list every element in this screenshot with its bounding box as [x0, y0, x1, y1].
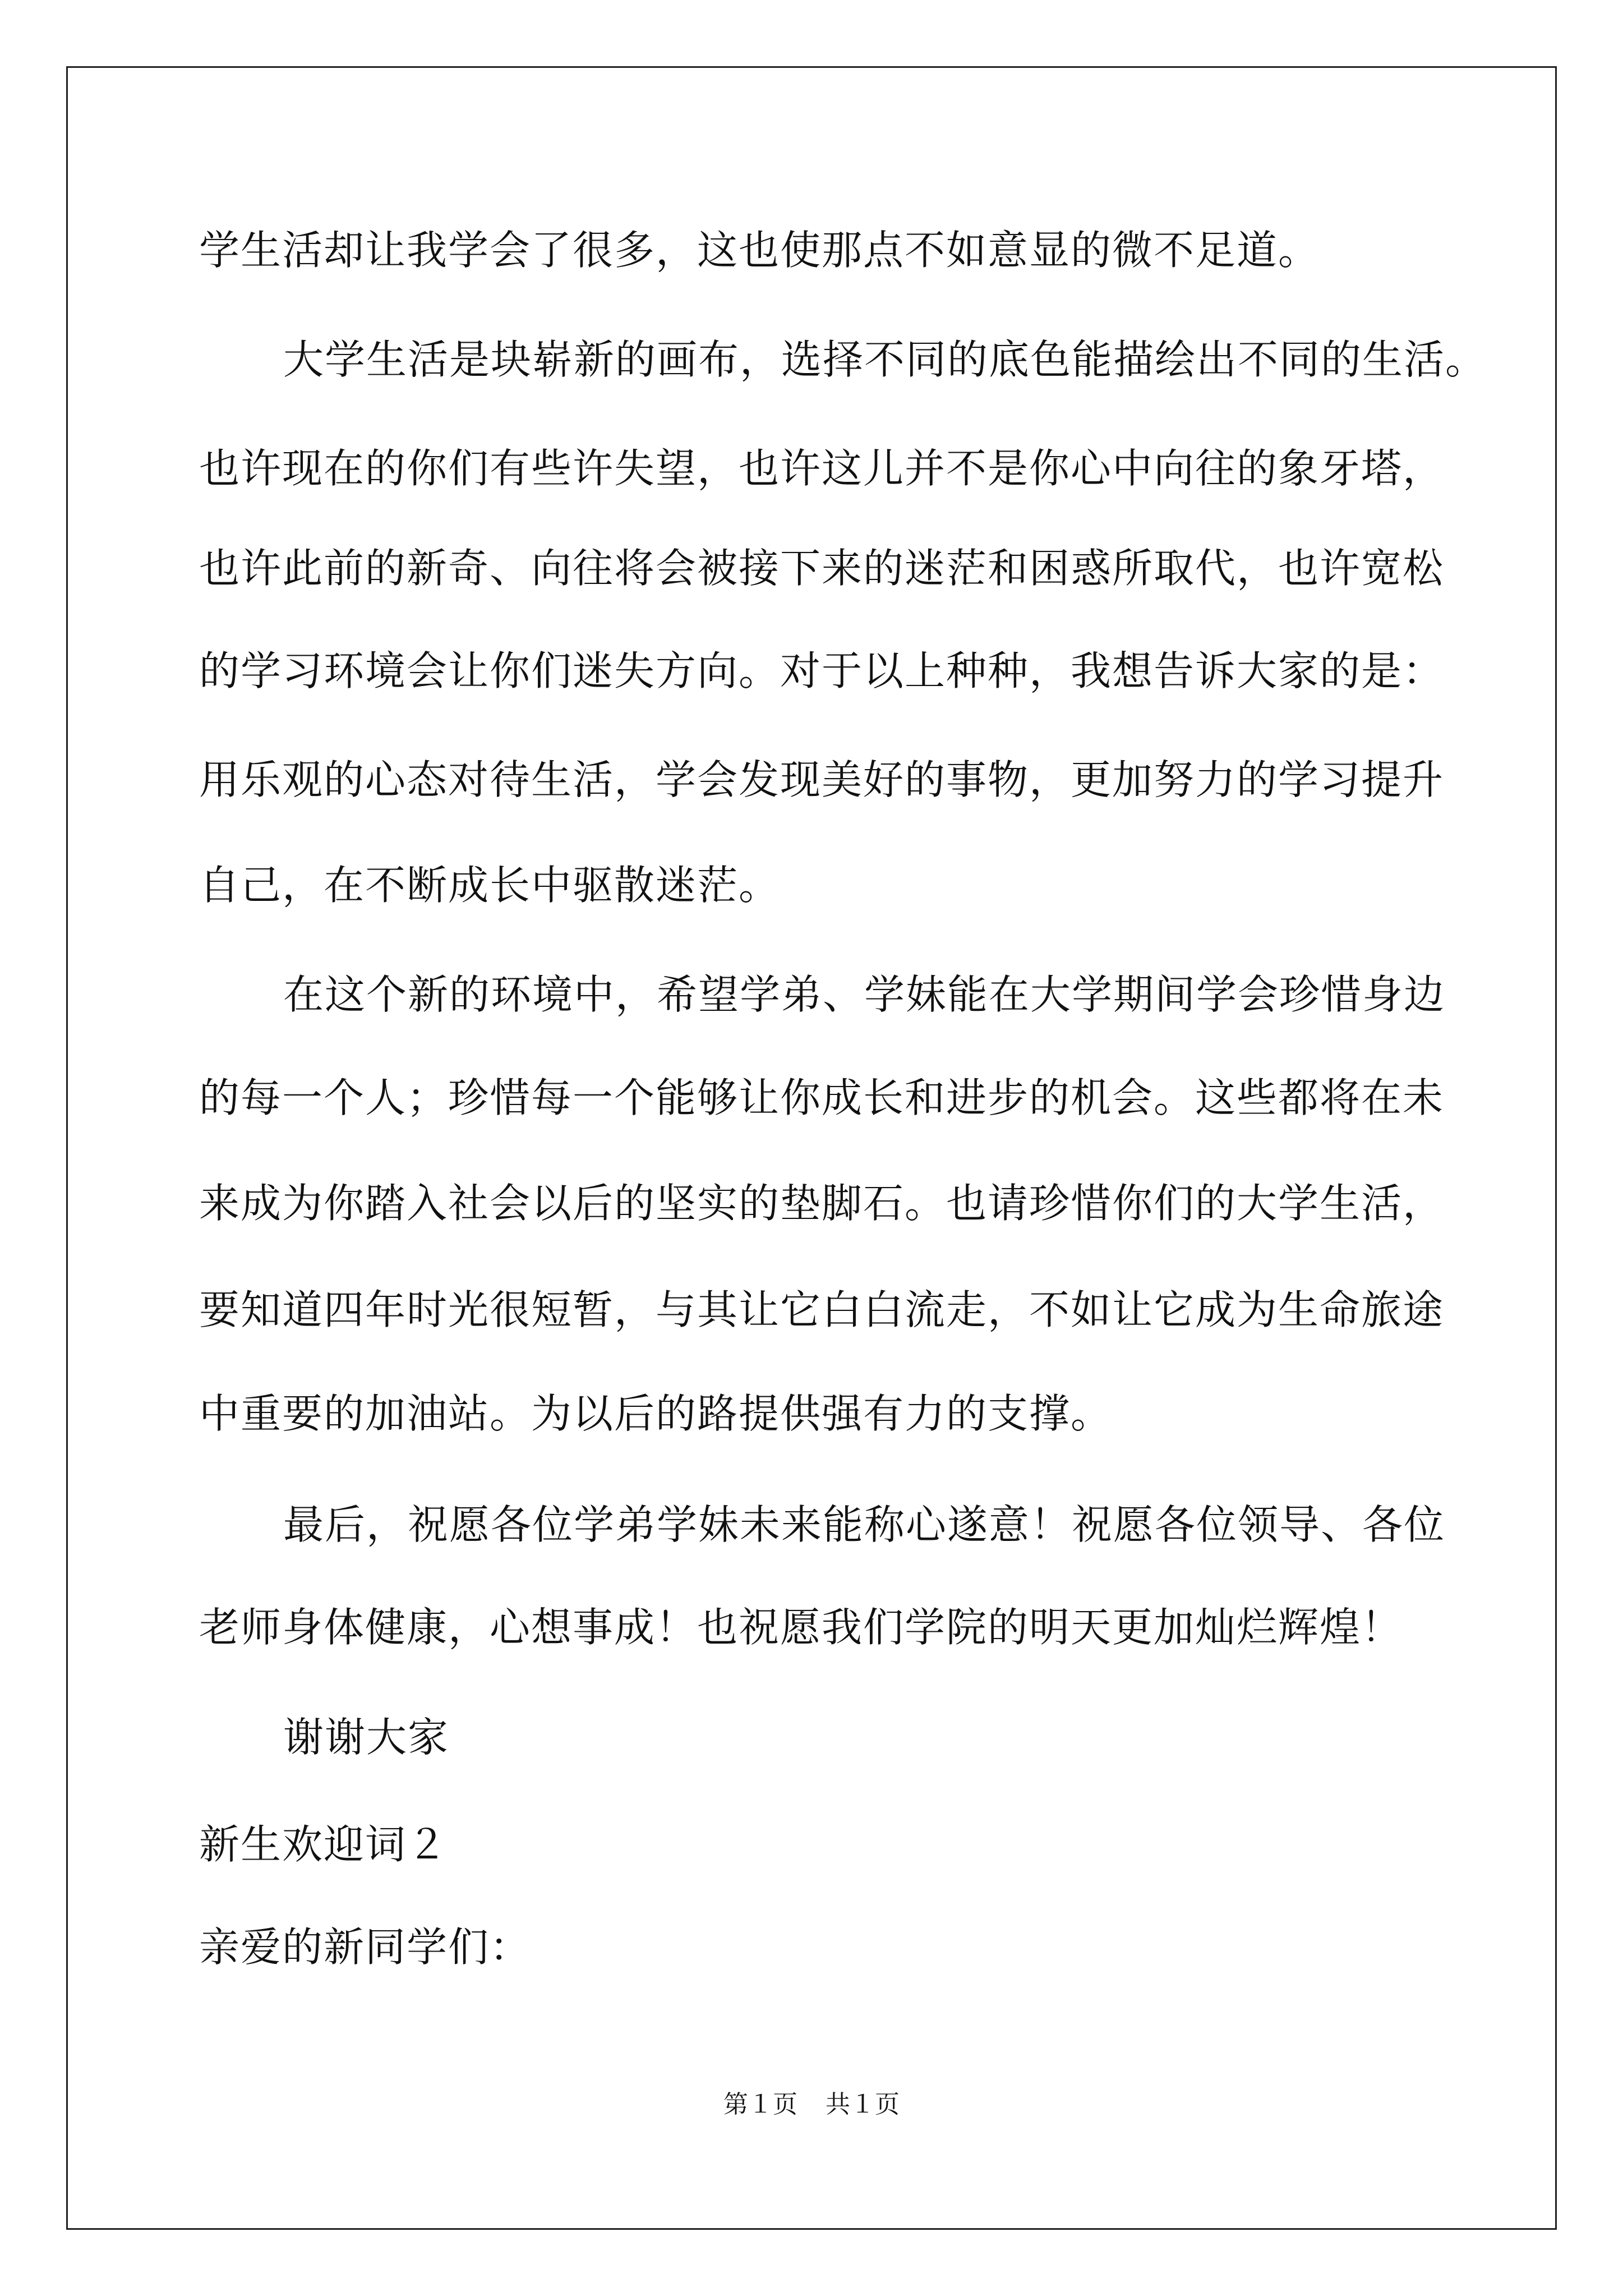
- closing-line: 谢谢大家: [283, 1714, 450, 1761]
- text-line: 学生活却让我学会了很多，这也使那点不如意显的微不足道。: [199, 227, 1320, 274]
- page-number: 第１页: [723, 2090, 797, 2119]
- text-line: 也许现在的你们有些许失望，也许这儿并不是你心中向往的象牙塔，: [199, 445, 1445, 492]
- paragraph-first-line: 在这个新的环境中，希望学弟、学妹能在大学期间学会珍惜身边: [283, 971, 1446, 1018]
- page-total: 共１页: [826, 2090, 900, 2119]
- salutation: 亲爱的新同学们：: [199, 1924, 532, 1971]
- text-line: 自己，在不断成长中驱散迷茫。: [199, 862, 781, 909]
- text-line: 来成为你踏入社会以后的坚实的垫脚石。也请珍惜你们的大学生活，: [199, 1180, 1445, 1227]
- text-line: 用乐观的心态对待生活，学会发现美好的事物，更加努力的学习提升: [199, 756, 1445, 803]
- text-line: 中重要的加油站。为以后的路提供强有力的支撑。: [199, 1390, 1113, 1437]
- text-line: 老师身体健康，心想事成！也祝愿我们学院的明天更加灿烂辉煌！: [199, 1604, 1403, 1651]
- text-line: 也许此前的新奇、向往将会被接下来的迷茫和困惑所取代，也许宽松: [199, 545, 1445, 592]
- paragraph-first-line: 最后，祝愿各位学弟学妹未来能称心遂意！祝愿各位领导、各位: [283, 1501, 1446, 1548]
- section-heading: 新生欢迎词２: [199, 1821, 449, 1868]
- text-line: 的学习环境会让你们迷失方向。对于以上种种，我想告诉大家的是：: [199, 647, 1445, 694]
- page-footer: [0, 2088, 1623, 2122]
- text-line: 的每一个人；珍惜每一个能够让你成长和进步的机会。这些都将在未: [199, 1074, 1445, 1121]
- page-border: [66, 66, 1557, 2230]
- paragraph-first-line: 大学生活是块崭新的画布，选择不同的底色能描绘出不同的生活。: [283, 336, 1487, 383]
- text-line: 要知道四年时光很短暂，与其让它白白流走，不如让它成为生命旅途: [199, 1286, 1445, 1333]
